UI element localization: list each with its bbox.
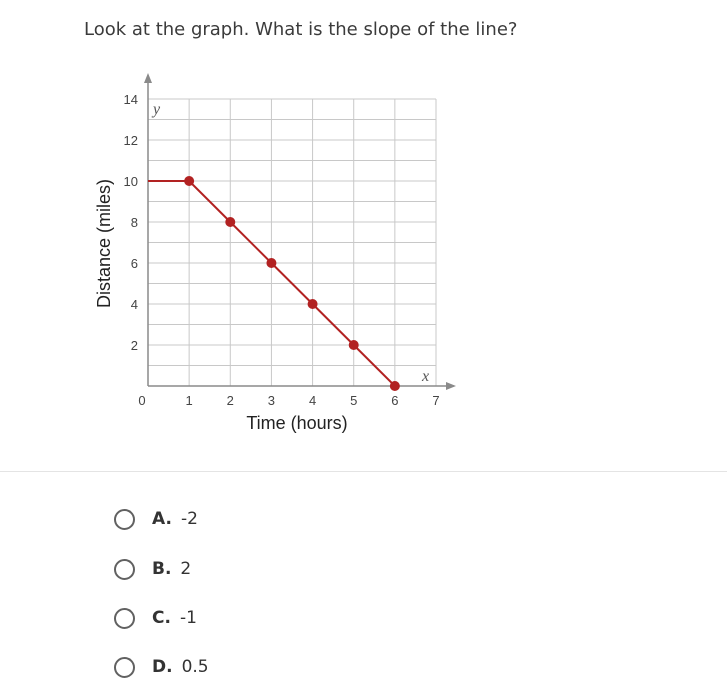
x-tick-label: 1 <box>185 393 193 408</box>
option-c[interactable] <box>114 603 197 633</box>
y-tick-label: 2 <box>130 338 138 353</box>
option-value: -2 <box>180 509 198 529</box>
x-tick-label: 7 <box>432 393 440 408</box>
y-tick-label: 10 <box>123 174 138 189</box>
x-variable-label: x <box>422 368 430 385</box>
x-axis-arrow <box>446 382 456 390</box>
data-point <box>184 176 194 186</box>
option-letter: D. <box>152 657 173 677</box>
y-tick-label: 6 <box>130 256 138 271</box>
y-tick-label: 14 <box>123 92 138 107</box>
radio-icon[interactable] <box>114 657 135 678</box>
option-b[interactable] <box>114 554 191 584</box>
data-point <box>390 381 400 391</box>
x-tick-label: 3 <box>267 393 276 408</box>
divider <box>0 471 727 472</box>
data-point <box>225 217 235 227</box>
option-value: 0.5 <box>181 657 209 677</box>
y-tick-label: 8 <box>130 215 138 230</box>
option-letter: A. <box>152 509 172 529</box>
radio-icon[interactable] <box>114 608 135 629</box>
x-tick-label: 6 <box>391 393 399 408</box>
y-tick-label: 4 <box>130 297 138 312</box>
option-value: 2 <box>180 559 192 579</box>
y-axis-arrow <box>144 73 152 83</box>
radio-icon[interactable] <box>114 509 135 530</box>
option-value: -1 <box>179 608 197 628</box>
x-tick-label: 5 <box>350 393 358 408</box>
option-letter: C. <box>152 608 171 628</box>
option-d[interactable] <box>114 652 209 682</box>
data-point <box>308 299 318 309</box>
y-axis-title: Distance (miles) <box>94 178 114 309</box>
radio-icon[interactable] <box>114 559 135 580</box>
data-point <box>266 258 276 268</box>
x-tick-label: 2 <box>226 393 234 408</box>
y-tick-label: 12 <box>123 133 138 148</box>
data-point <box>349 340 359 350</box>
y-variable-label: y <box>153 101 161 118</box>
x-tick-label: 4 <box>308 393 317 408</box>
question-text: Look at the graph. What is the slope of the line? <box>84 19 518 40</box>
option-a[interactable] <box>114 504 198 534</box>
x-tick-label: 0 <box>138 393 146 408</box>
x-axis-title: Time (hours) <box>246 413 348 433</box>
option-letter: B. <box>152 559 172 579</box>
